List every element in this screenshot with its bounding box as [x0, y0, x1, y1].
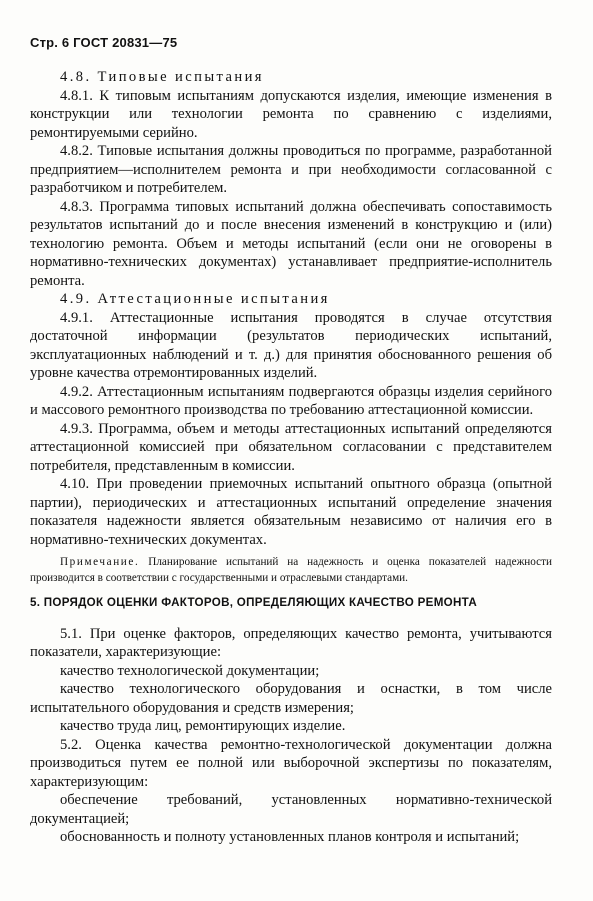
list-item-equipment: качество технологического оборудования и оснастки, в том числе испытательного оборудования и средств измерения; — [30, 681, 552, 716]
paragraph-5-1: 5.1. При оценке факторов, определяющих качество ремонта, учитываются показатели, характеризующие: — [30, 625, 552, 660]
paragraph-4-8-2: 4.8.2. Типовые испытания должны проводиться по программе, разработанной предприятием—исполнителем ремонта и при необходимости согласованной с разработчиком и потребителем. — [30, 143, 552, 196]
note-label: Примечание. — [60, 556, 140, 568]
section-heading-5: 5. ПОРЯДОК ОЦЕНКИ ФАКТОРОВ, ОПРЕДЕЛЯЮЩИХ КАЧЕСТВО РЕМОНТА — [30, 596, 477, 609]
paragraph-4-10: 4.10. При проведении приемочных испытаний опытного образца (опытной партии), периодических и аттестационных испытаний определение значения показателя надежности является обязательным независимо от наличия его в нормативно-технических документах. — [30, 476, 552, 548]
paragraph-4-8-1: 4.8.1. К типовым испытаниям допускаются изделия, имеющие изменения в конструкции или технологии ремонта по сравнению с изделиями, ремонтируемыми серийно. — [30, 87, 552, 141]
list-item-labor: качество труда лиц, ремонтирующих изделие. — [60, 718, 346, 734]
paragraph-4-9-2: 4.9.2. Аттестационным испытаниям подвергаются образцы изделия серийного и массового ремонтного производства по требованию аттестационной комиссии. — [30, 383, 552, 418]
list-item-tech-docs: качество технологической документации; — [60, 662, 320, 679]
subsection-title-4-8: 4.8. Типовые испытания — [60, 69, 264, 85]
list-item-plans: обоснованность и полноту установленных планов контроля и испытаний; — [60, 829, 520, 845]
page-header: Стр. 6 ГОСТ 20831—75 — [30, 35, 178, 50]
subsection-title-4-9: 4.9. Аттестационные испытания — [60, 291, 330, 307]
paragraph-5-2: 5.2. Оценка качества ремонтно-технологической документации должна производиться путем ее полной или выборочной экспертизы по показателям, характеризующим: — [30, 736, 552, 790]
paragraph-4-9-1: 4.9.1. Аттестационные испытания проводятся в случае отсутствия достаточной информации (результатов периодических испытаний, эксплуатационных наблюдений и т. д.) для принятия обоснованного решения об уровне качества отремонтированных изделий. — [30, 309, 552, 381]
paragraph-4-8-3: 4.8.3. Программа типовых испытаний должна обеспечивать сопоставимость результатов испытаний до и после внесения изменений в конструкцию и (или) технологию ремонта. Объем и методы испытаний (если они не оговорены в нормативно-технических документах) устанавливает предприятие-исполнитель ремонта. — [30, 198, 552, 289]
page-content — [30, 68, 552, 847]
paragraph-4-9-3: 4.9.3. Программа, объем и методы аттестационных испытаний определяются аттестационной комиссией при обязательном согласовании с представителем потребителя, представленным в комиссии. — [30, 420, 552, 474]
note — [30, 555, 552, 586]
list-item-requirements: обеспечение требований, установленных нормативно-технической документацией; — [30, 792, 552, 827]
note-text: Планирование испытаний на надежность и оценка показателей надежности производится в соответствии с государственными и отраслевыми стандартами. — [30, 556, 553, 584]
